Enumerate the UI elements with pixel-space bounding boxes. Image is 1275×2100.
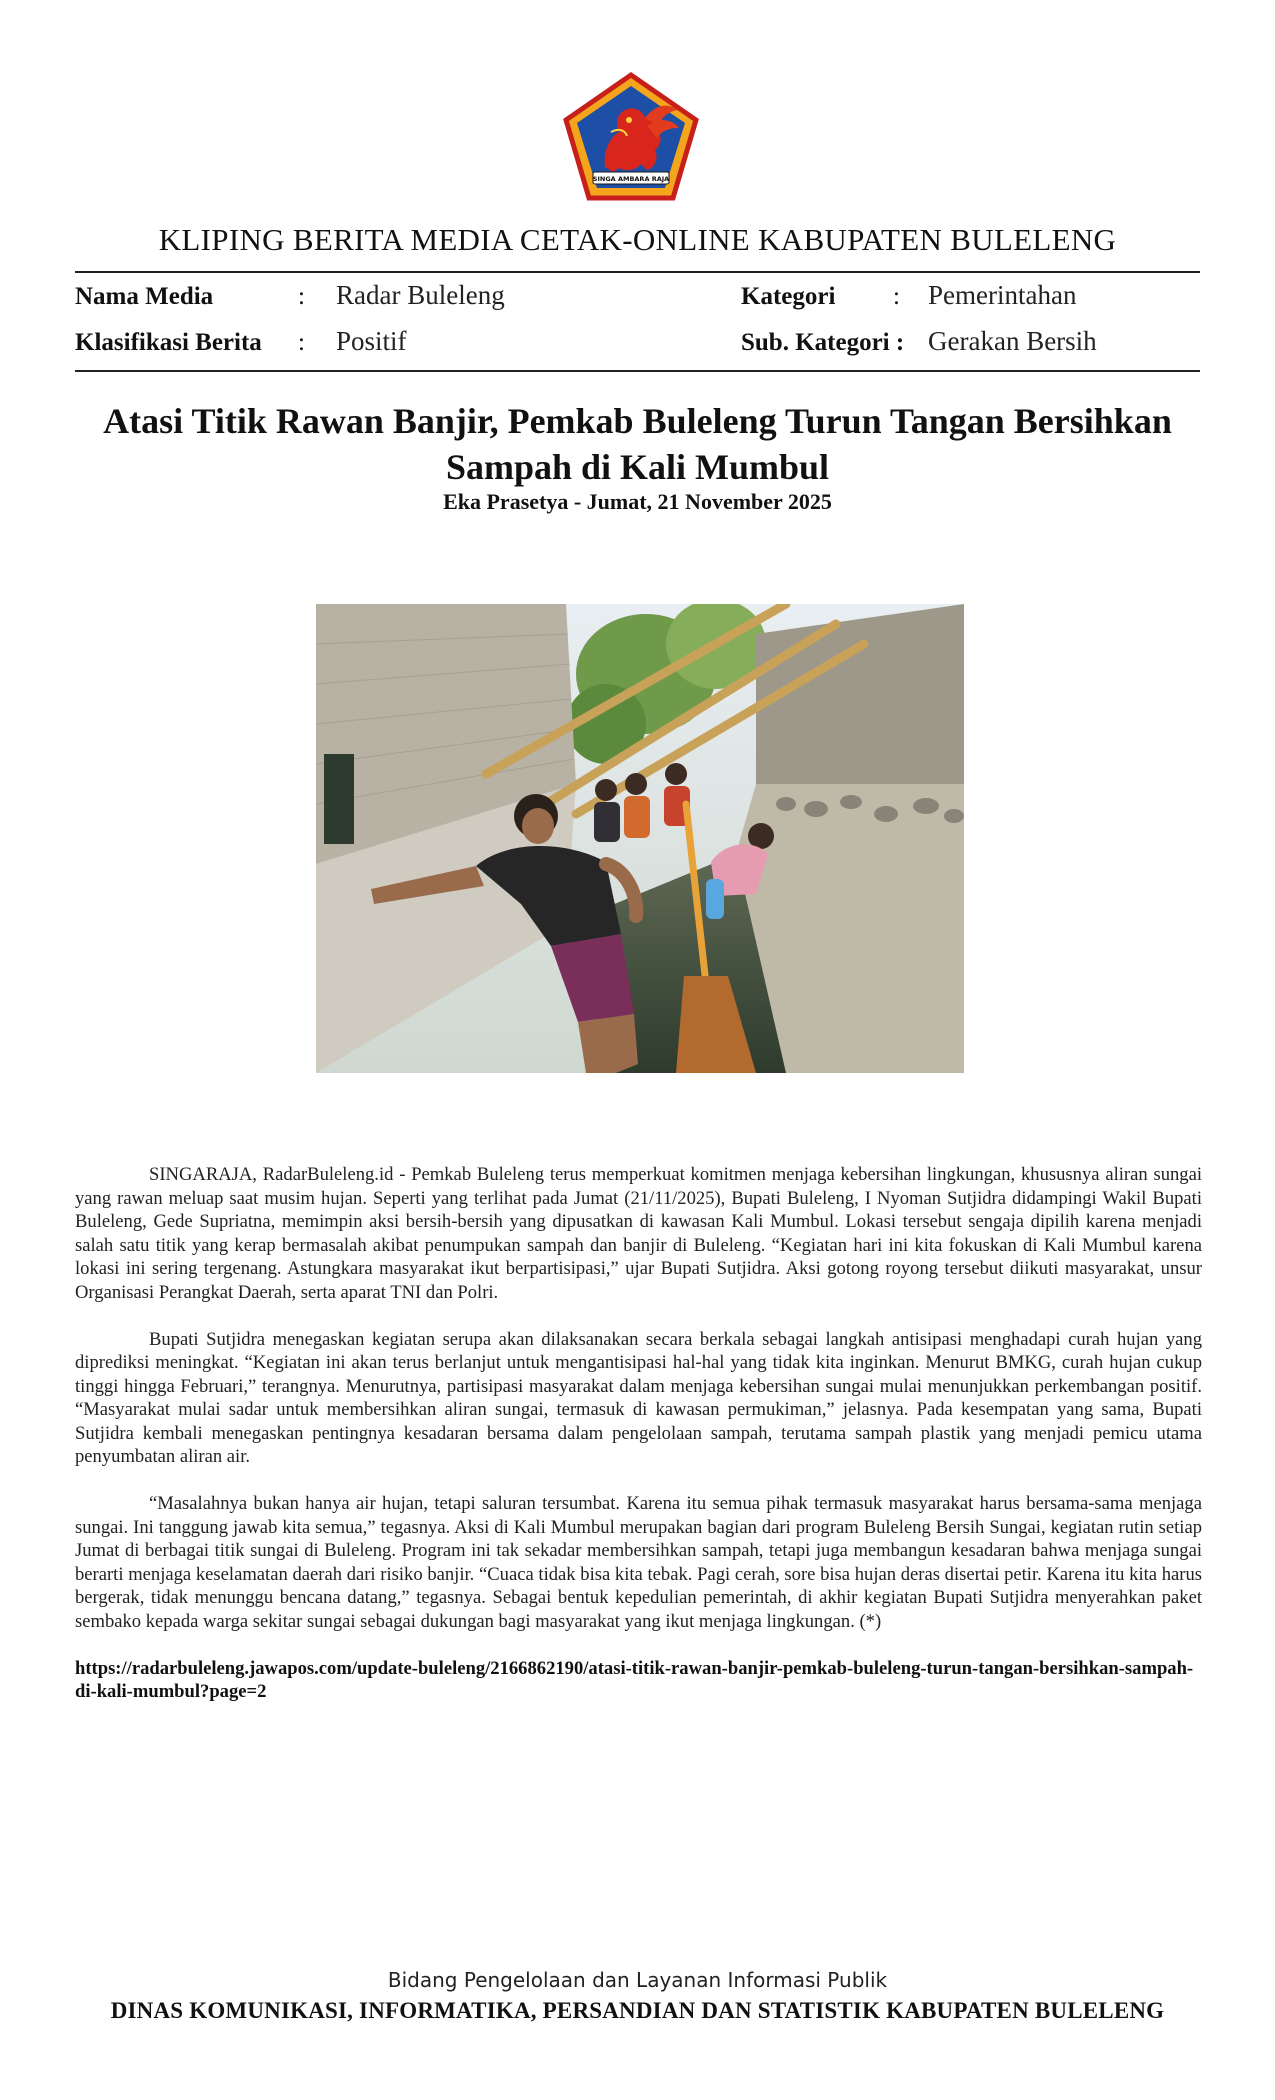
- kategori-value: Pemerintahan: [928, 280, 1077, 310]
- article-byline: Eka Prasetya - Jumat, 21 November 2025: [443, 489, 832, 514]
- article-headline: Atasi Titik Rawan Banjir, Pemkab Buleleng Turun Tangan Bersihkan Sampah di Kali Mumbul: [103, 401, 1172, 487]
- kategori-colon: :: [893, 283, 900, 310]
- source-url-link[interactable]: https://radarbuleleng.jawapos.com/update-buleleng/2166862190/atasi-titik-rawan-banjir-pemkab-buleleng-turun-tangan-bersihkan-sampah-di-kali-mumbul?page=2: [75, 1657, 1194, 1702]
- klasifikasi-berita-colon: :: [298, 329, 305, 356]
- article-photo: [316, 604, 964, 1073]
- article-paragraph-3: “Masalahnya bukan hanya air hujan, tetapi saluran tersumbat. Karena itu semua pihak termasuk masyarakat harus bersama-sama menjaga sungai. Ini tanggung jawab kita semua,” tegasnya. Aksi di Kali Mumbul merupakan bagian dari program Buleleng Bersih Sungai, kegiatan rutin setiap Jumat di berbagai titik sungai di Buleleng. Program ini tak sekadar membersihkan sampah, tetapi juga membangun kesadaran bahwa menjaga sungai berarti menjaga keselamatan daerah dari risiko banjir. “Cuaca tidak bisa kita tebak. Pagi cerah, sore bisa hujan deras disertai petir. Karena itu kita harus bergerak, tidak menunggu bencana datang,” tegasnya. Sebagai bentuk kepedulian pemerintah, di akhir kegiatan Bupati Sutjidra menyerahkan paket sembako kepada warga sekitar sungai sebagai dukungan bagi masyarakat yang ikut menjaga lingkungan. (*): [75, 1493, 1202, 1632]
- sub-kategori-value: Gerakan Bersih: [928, 326, 1097, 356]
- kliping-title: KLIPING BERITA MEDIA CETAK-ONLINE KABUPATEN BULELENG: [158, 222, 1117, 257]
- buleleng-crest-logo: [563, 72, 699, 202]
- article-paragraph-1: SINGARAJA, RadarBuleleng.id - Pemkab Buleleng terus memperkuat komitmen menjaga kebersihan lingkungan, khususnya aliran sungai yang rawan meluap saat musim hujan. Seperti yang terlihat pada Jumat (21/11/2025), Bupati Buleleng, I Nyoman Sutjidra didampingi Wakil Bupati Buleleng, Gede Supriatna, memimpin aksi bersih-bersih yang dipusatkan di kawasan Kali Mumbul. Lokasi tersebut sengaja dipilih karena menjadi salah satu titik yang kerap bermasalah akibat penumpukan sampah dan banjir di Buleleng. “Kegiatan hari ini kita fokuskan di Kali Mumbul karena lokasi ini sering tergenang. Astungkara masyarakat ikut berpartisipasi,” ujar Bupati Sutjidra. Aksi gotong royong tersebut diikuti masyarakat, unsur Organisasi Perangkat Daerah, serta aparat TNI dan Polri.: [75, 1164, 1202, 1303]
- article-body: [75, 1163, 1202, 1727]
- nama-media-colon: :: [298, 283, 305, 310]
- article-paragraph-2: Bupati Sutjidra menegaskan kegiatan serupa akan dilaksanakan secara berkala sebagai langkah antisipasi menghadapi curah hujan yang diprediksi meningkat. “Kegiatan ini akan terus berlanjut untuk mengantisipasi hal-hal yang tidak kita inginkan. Menurut BMKG, curah hujan cukup tinggi hingga Februari,” terangnya. Menurutnya, partisipasi masyarakat dalam menjaga kebersihan sungai mulai menunjukkan perkembangan positif. “Masyarakat mulai sadar untuk membersihkan aliran sungai, termasuk di kawasan permukiman,” jelasnya. Pada kesempatan yang sama, Bupati Sutjidra kembali menegaskan pentingnya kesadaran bersama dalam pengelolaan sampah, terutama sampah plastik yang menjadi pemicu utama penyumbatan aliran air.: [75, 1328, 1202, 1467]
- kategori-label: Kategori: [741, 283, 836, 310]
- nama-media-label: Nama Media: [75, 283, 214, 310]
- header-divider-bottom: [75, 370, 1200, 372]
- singa-ambara-raja-icon: [563, 72, 699, 202]
- sub-kategori-label: Sub. Kategori :: [741, 329, 905, 356]
- klasifikasi-berita-value: Positif: [336, 326, 407, 356]
- nama-media-value: Radar Buleleng: [336, 280, 505, 310]
- crest-motto-text: SINGA AMBARA RAJA: [592, 175, 670, 183]
- footer-agency: DINAS KOMUNIKASI, INFORMATIKA, PERSANDIAN DAN STATISTIK KABUPATEN BULELENG: [110, 1998, 1165, 2023]
- header-divider-top: [75, 271, 1200, 273]
- river-cleanup-photo-illustration: [316, 604, 964, 1073]
- footer-division: Bidang Pengelolaan dan Layanan Informasi Publik: [387, 1968, 888, 1992]
- klasifikasi-berita-label: Klasifikasi Berita: [75, 329, 262, 356]
